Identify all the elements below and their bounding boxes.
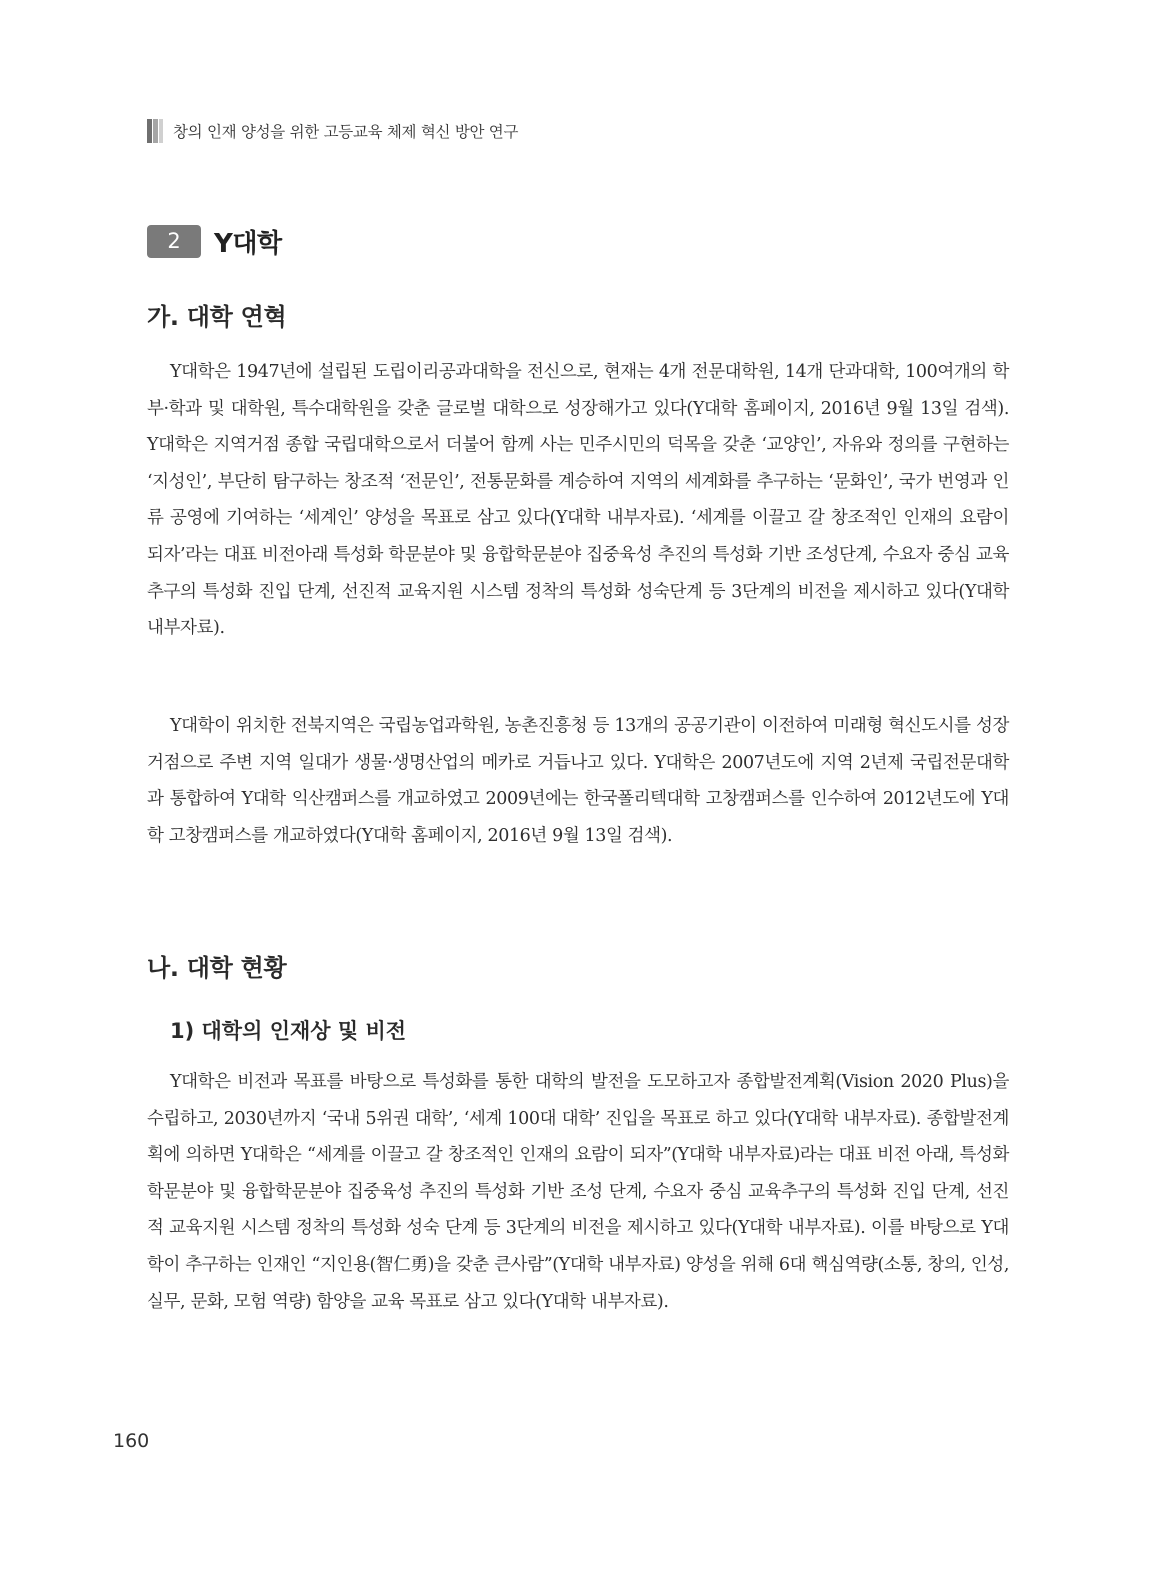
section-number-badge: 2 bbox=[147, 225, 201, 258]
page-number: 160 bbox=[113, 1430, 150, 1452]
running-header-title: 창의 인재 양성을 위한 고등교육 체제 혁신 방안 연구 bbox=[173, 123, 519, 141]
section-title: Y대학 bbox=[214, 228, 282, 259]
section-heading bbox=[147, 223, 282, 259]
subsubsection-heading-vision: 1) 대학의 인재상 및 비전 bbox=[170, 1019, 407, 1043]
running-header bbox=[147, 118, 518, 144]
header-marker-icon bbox=[147, 119, 163, 143]
subsection-heading-history: 가. 대학 연혁 bbox=[147, 303, 287, 331]
paragraph-history-1: Y대학은 1947년에 설립된 도립이리공과대학을 전신으로, 현재는 4개 전문대학원, 14개 단과대학, 100여개의 학부·학과 및 대학원, 특수대학원을 갖춘 글로벌 대학으로 성장해가고 있다(Y대학 홈페이지, 2016년 9월 13일 검색). Y대학은 지역거점 종합 국립대학으로서 더불어 함께 사는 민주시민의 덕목을 갖춘 ‘교양인’, 자유와 정의를 구현하는 ‘지성인’, 부단히 탐구하는 창조적 ‘전문인’, 전통문화를 계승하여 지역의 세계화를 추구하는 ‘문화인’, 국가 번영과 인류 공영에 기여하는 ‘세계인’ 양성을 목표로 삼고 있다(Y대학 내부자료). ‘세계를 이끌고 갈 창조적인 인재의 요람이 되자’라는 대표 비전아래 특성화 학문분야 및 융합학문분야 집중육성 추진의 특성화 기반 조성단계, 수요자 중심 교육추구의 특성화 진입 단계, 선진적 교육지원 시스템 정착의 특성화 성숙단계 등 3단계의 비전을 제시하고 있다(Y대학 내부자료). bbox=[147, 362, 1009, 639]
paragraph-history-2: Y대학이 위치한 전북지역은 국립농업과학원, 농촌진흥청 등 13개의 공공기관이 이전하여 미래형 혁신도시를 성장거점으로 주변 지역 일대가 생물·생명산업의 메카로 거듭나고 있다. Y대학은 2007년도에 지역 2년제 국립전문대학과 통합하여 Y대학 익산캠퍼스를 개교하였고 2009년에는 한국폴리텍대학 고창캠퍼스를 인수하여 2012년도에 Y대학 고창캠퍼스를 개교하였다(Y대학 홈페이지, 2016년 9월 13일 검색). bbox=[147, 716, 1009, 846]
subsection-heading-status: 나. 대학 현황 bbox=[147, 954, 287, 982]
paragraph-vision-1: Y대학은 비전과 목표를 바탕으로 특성화를 통한 대학의 발전을 도모하고자 종합발전계획(Vision 2020 Plus)을 수립하고, 2030년까지 ‘국내 5위권 대학’, ‘세계 100대 대학’ 진입을 목표로 하고 있다(Y대학 내부자료). 종합발전계획에 의하면 Y대학은 “세계를 이끌고 갈 창조적인 인재의 요람이 되자”(Y대학 내부자료)라는 대표 비전 아래, 특성화 학문분야 및 융합학문분야 집중육성 추진의 특성화 기반 조성 단계, 수요자 중심 교육추구의 특성화 진입 단계, 선진적 교육지원 시스템 정착의 특성화 성숙 단계 등 3단계의 비전을 제시하고 있다(Y대학 내부자료). 이를 바탕으로 Y대학이 추구하는 인재인 “지인용(智仁勇)을 갖춘 큰사람”(Y대학 내부자료) 양성을 위해 6대 핵심역량(소통, 창의, 인성, 실무, 문화, 모험 역량) 함양을 교육 목표로 삼고 있다(Y대학 내부자료). bbox=[147, 1072, 1009, 1312]
